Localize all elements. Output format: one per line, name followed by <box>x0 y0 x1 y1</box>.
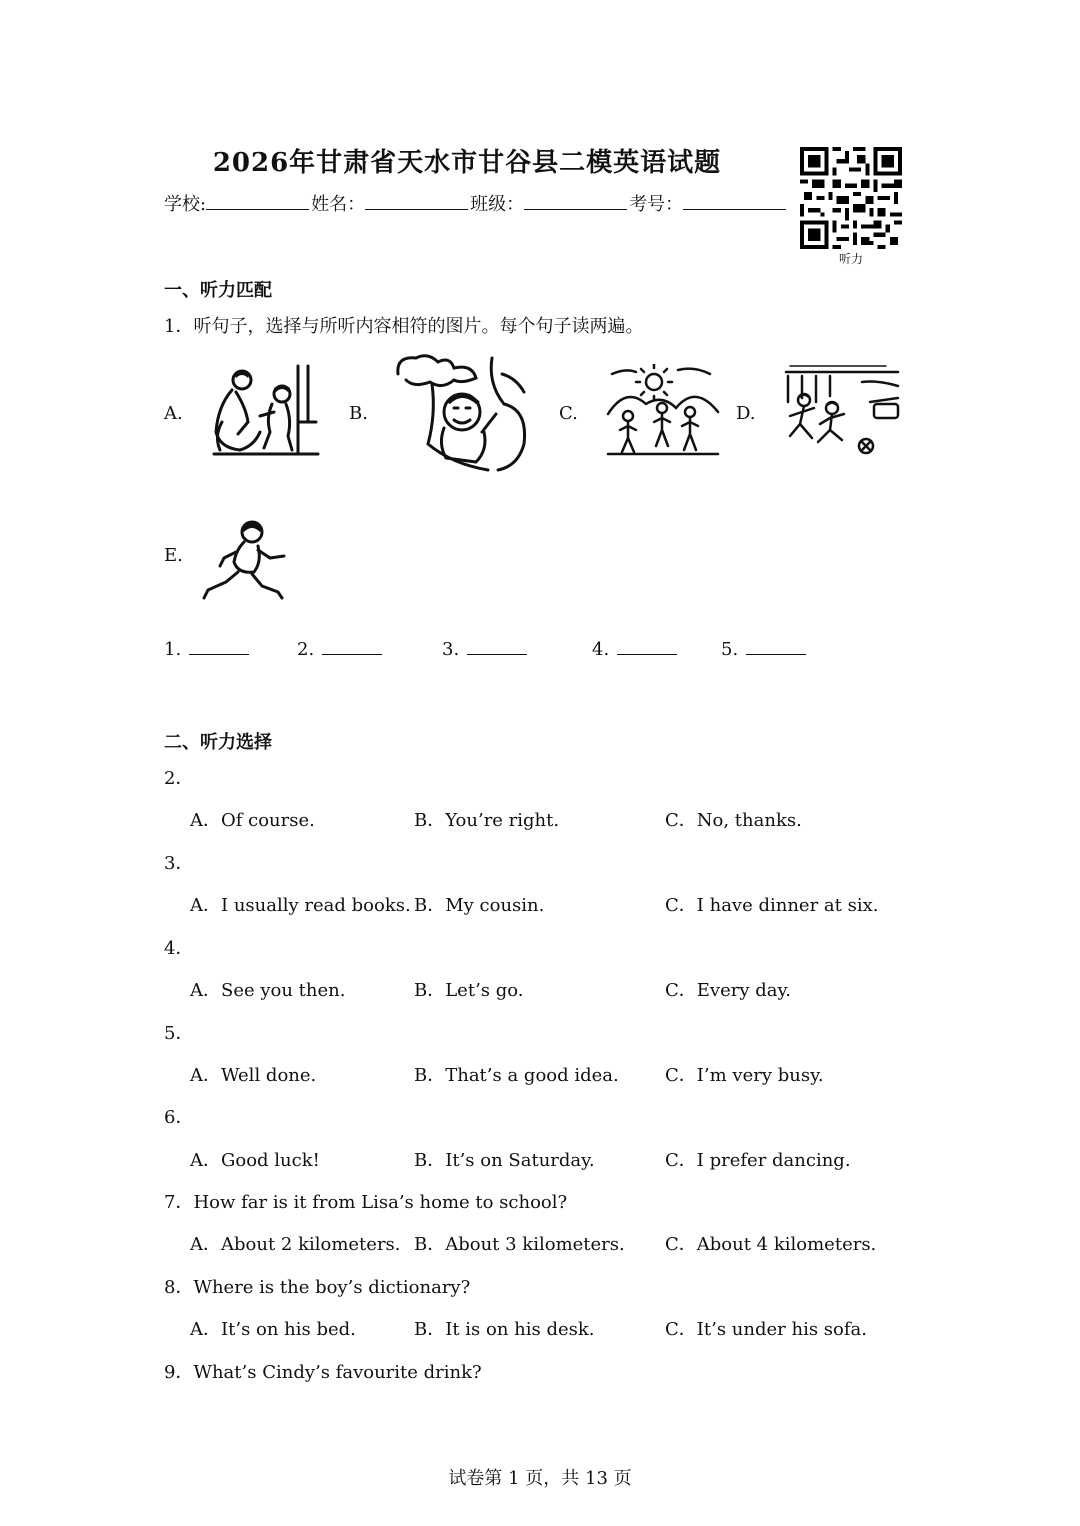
question-text: Where is the boy’s dictionary? <box>193 1277 471 1298</box>
question-3 <box>164 849 193 875</box>
option-6b[interactable]: B．It’s on Saturday. <box>414 1150 595 1171</box>
answer-blank-2[interactable] <box>322 636 382 655</box>
question-2 <box>164 764 193 790</box>
qr-code-icon[interactable] <box>800 147 902 249</box>
answer-blank-5[interactable] <box>746 636 806 655</box>
class-blank[interactable] <box>524 191 627 210</box>
option-5c[interactable]: C．I’m very busy. <box>665 1065 824 1086</box>
child-by-tree-picture <box>392 354 532 474</box>
question-6 <box>164 1103 193 1129</box>
option-3b[interactable]: B．My cousin. <box>414 895 545 916</box>
school-blank[interactable] <box>206 191 309 210</box>
question-number: 9． <box>164 1362 194 1383</box>
question-4 <box>164 934 193 960</box>
option-6c[interactable]: C．I prefer dancing. <box>665 1150 851 1171</box>
question-number: 4． <box>164 938 194 959</box>
option-3a[interactable]: A．I usually read books. <box>190 895 411 916</box>
question-8 <box>164 1273 470 1299</box>
option-4b[interactable]: B．Let’s go. <box>414 980 524 1001</box>
question-number: 7． <box>164 1192 194 1213</box>
option-2c[interactable]: C．No, thanks. <box>665 810 802 831</box>
section-heading-listening-matching: 一、听力匹配 <box>164 280 272 301</box>
option-3c[interactable]: C．I have dinner at six. <box>665 895 879 916</box>
picture-letter-c: C. <box>559 403 578 424</box>
picture-letter-a: A. <box>164 403 183 424</box>
picture-letter-b: B. <box>349 403 368 424</box>
question-9 <box>164 1358 482 1384</box>
exam-number-blank[interactable] <box>683 191 786 210</box>
question-text: How far is it from Lisa’s home to school? <box>193 1192 568 1213</box>
option-8a[interactable]: A．It’s on his bed. <box>190 1319 356 1340</box>
option-4a[interactable]: A．See you then. <box>190 980 346 1001</box>
answer-label-3: 3. <box>442 639 460 660</box>
answer-blank-1[interactable] <box>189 636 249 655</box>
question-number: 3． <box>164 853 194 874</box>
answer-label-4: 4. <box>592 639 610 660</box>
two-people-sitting-picture <box>210 362 322 458</box>
option-2b[interactable]: B．You’re right. <box>414 810 560 831</box>
option-8b[interactable]: B．It is on his desk. <box>414 1319 595 1340</box>
picture-letter-e: E. <box>164 545 183 566</box>
answer-label-1: 1. <box>164 639 182 660</box>
name-label: 姓名： <box>311 194 366 215</box>
option-8c[interactable]: C．It’s under his sofa. <box>665 1319 867 1340</box>
qr-code-label: 听力 <box>838 252 863 266</box>
question-1-instruction: 1．听句子，选择与所听内容相符的图片。每个句子读两遍。 <box>164 316 644 337</box>
class-label: 班级： <box>470 194 525 215</box>
option-7c[interactable]: C．About 4 kilometers. <box>665 1234 877 1255</box>
student-info-fields <box>164 190 788 216</box>
section-heading-listening-choice: 二、听力选择 <box>164 732 272 753</box>
question-number: 5． <box>164 1023 194 1044</box>
question-number: 8． <box>164 1277 194 1298</box>
answer-blank-4[interactable] <box>617 636 677 655</box>
question-7 <box>164 1188 567 1214</box>
exam-number-label: 考号： <box>629 194 684 215</box>
option-7b[interactable]: B．About 3 kilometers. <box>414 1234 625 1255</box>
option-6a[interactable]: A．Good luck! <box>190 1150 320 1171</box>
option-7a[interactable]: A．About 2 kilometers. <box>190 1234 401 1255</box>
question-text: What’s Cindy’s favourite drink? <box>193 1362 482 1383</box>
answer-label-2: 2. <box>297 639 315 660</box>
option-2a[interactable]: A．Of course. <box>190 810 315 831</box>
picture-letter-d: D. <box>736 403 756 424</box>
question-5 <box>164 1019 193 1045</box>
boys-playing-football-picture <box>782 362 902 460</box>
name-blank[interactable] <box>365 191 468 210</box>
answer-label-5: 5. <box>721 639 739 660</box>
question-number: 2． <box>164 768 194 789</box>
boy-running-picture <box>200 518 288 604</box>
children-hiking-picture <box>606 364 720 458</box>
question-number: 6． <box>164 1107 194 1128</box>
option-5a[interactable]: A．Well done. <box>190 1065 317 1086</box>
option-4c[interactable]: C．Every day. <box>665 980 791 1001</box>
school-label: 学校: <box>164 194 207 215</box>
page-footer: 试卷第 1 页，共 13 页 <box>448 1468 632 1489</box>
page-title: 2026年甘肃省天水市甘谷县二模英语试题 <box>212 148 722 178</box>
answer-blank-3[interactable] <box>467 636 527 655</box>
option-5b[interactable]: B．That’s a good idea. <box>414 1065 619 1086</box>
